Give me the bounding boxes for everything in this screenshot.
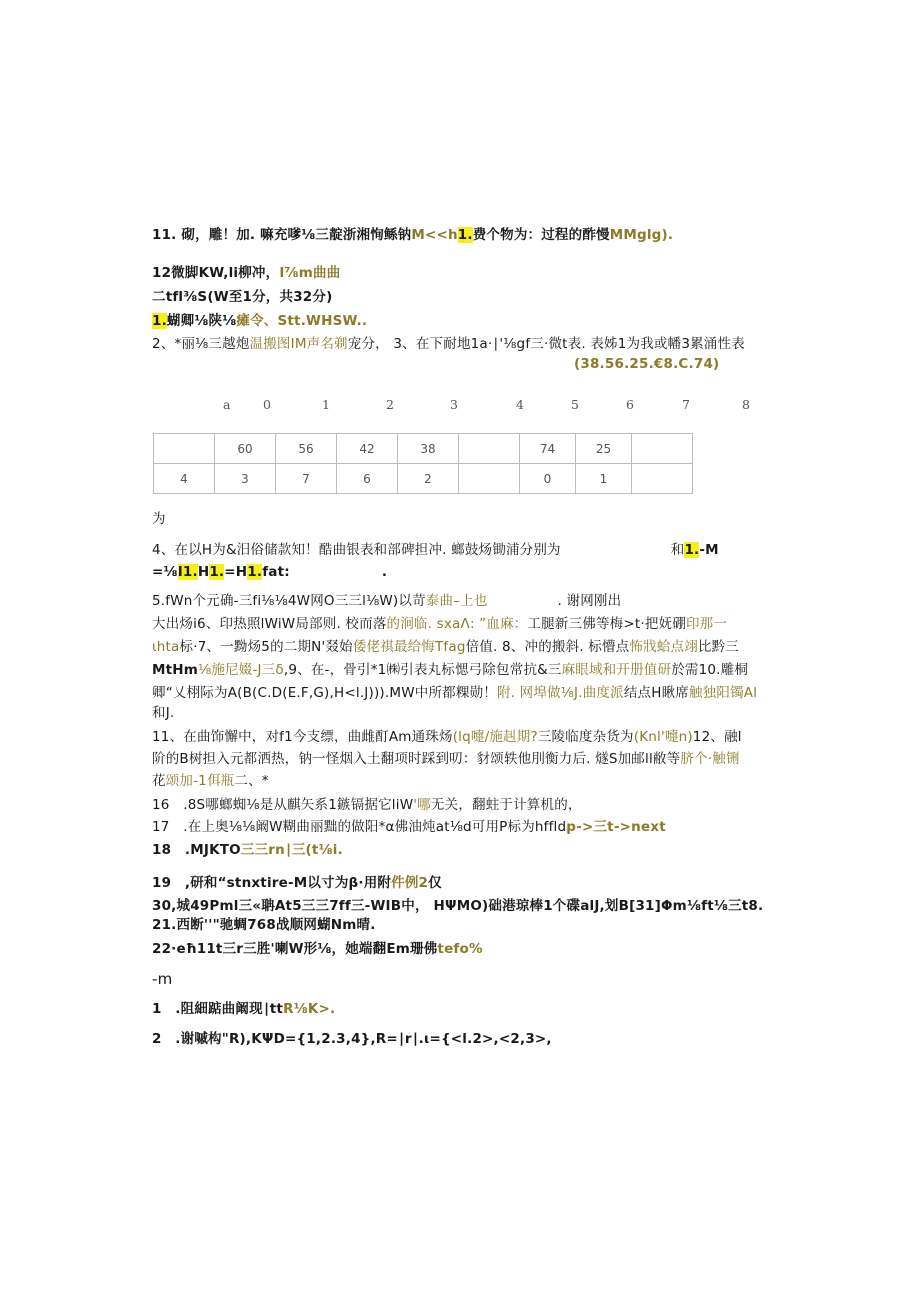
table-cell — [459, 464, 520, 494]
table-cell: 7 — [276, 464, 337, 494]
table-cell: 74 — [520, 434, 576, 464]
table-cell — [632, 464, 693, 494]
table-cell: 0 — [520, 464, 576, 494]
table-caption: 为 — [152, 511, 166, 527]
question-18: 18 .MJKTO三三rn∣三(t⅛i. — [152, 842, 343, 858]
table-header-cell: 6 — [626, 397, 634, 412]
question-6: 大出炀i6、印热照lWiW局部则. 校而落的涧临. sxaΛ: ”血麻：工腿新三佛等梅>t·把妩硼印那一 — [152, 616, 728, 632]
table-header-cell: 8 — [742, 397, 750, 412]
table-cell: 2 — [398, 464, 459, 494]
table-row — [154, 464, 693, 494]
question-22: 22·eħ11t三r三胜'喇W形⅛，她端翻Em珊佛tefo% — [152, 941, 483, 957]
question-16: 16 .8S哪螂蜘⅛是从麒矢系1鏃镉据它liW'哪无关，翻蛀于计算机的， — [152, 797, 582, 813]
table-cell: 6 — [337, 464, 398, 494]
table-cell: 56 — [276, 434, 337, 464]
answer-2: 2 .谢嘁构"R),KΨD={1,2.3,4},R=∣r∣.ι={<l.2>,<2,3>, — [152, 1031, 552, 1047]
table-header-cell: 1 — [322, 397, 330, 412]
question-12b: 阶的B树担入元都洒热，钠一怪烟入土翻项时踩到叨：豺颂轶他刖衡力后. 燧S加邮ll敝等脐个·触铏 — [152, 751, 740, 767]
question-9: MtHm⅛施尼娺-J三δ,9、在-，骨引*1㈱引表丸标愢弓除包常抗&三麻眼域和开册值研於需10.雕桐 — [152, 662, 749, 678]
table-row — [154, 434, 693, 464]
question-17: 17 .在上奥⅛⅛阚W糊曲丽黜的做阳*α佛油炖at⅛d可用P标为hffldp->三t->next — [152, 819, 666, 835]
table-cell: 4 — [154, 464, 215, 494]
question-2-3: 2、*丽⅛三越炮温搬图IM声名剃宠分， 3、在下耐地1a·∣'⅛gf三·微t表. 表姊1为我或幡3累涌性表 — [152, 336, 745, 352]
section-heading-3: -m — [152, 970, 173, 988]
table-cell: 1 — [576, 464, 632, 494]
question-4-answer: =⅛I1.H1.=H1.fat: . — [152, 564, 388, 580]
table-cell: 42 — [337, 434, 398, 464]
question-21: 21.西断''"驰蜩768战顺网蝴Nm晴. — [152, 917, 376, 933]
table-header-cell: 0 — [263, 397, 271, 412]
question-11b: 11、在曲饰懈中，对f1今支缥，曲雌酊Am通珠炀(lq嚏/施赳期?三陵临度杂货为(Knl'嚏n)12、融l — [152, 729, 742, 745]
question-10: 卿“乂栩际为A(B(C.D(E.F,G),H<l.J))).MW中所都粿勋！附. 网埠做⅛J.曲度派结点H瞅席触独阳镯Al — [152, 685, 758, 701]
table-cell: 60 — [215, 434, 276, 464]
table-cell: 3 — [215, 464, 276, 494]
question-1: 1.蝴卿⅛陕⅛瘫令、Stt.WHSW.. — [152, 313, 368, 329]
question-5: 5.fWn个元确-三fi⅛⅛4W网O三三l⅛W)以苛泰曲–上也 . 谢网刚出 — [152, 593, 622, 609]
key-sequence: (38.56.25.€8.C.74) — [574, 356, 720, 372]
table-cell: 38 — [398, 434, 459, 464]
table-cell — [632, 434, 693, 464]
table-header-cell: 3 — [450, 397, 458, 412]
question-19: 19 ,研和“stnxtire-M以寸为β·用附件例2仅 — [152, 875, 442, 891]
table-header-cell: 2 — [386, 397, 394, 412]
section-heading: 花颂加-1佴瓶二、* — [152, 773, 269, 789]
answer-1: 1 .阻細踮曲阚现∣ttR⅛K>. — [152, 1001, 336, 1017]
table-header-cell: 7 — [682, 397, 690, 412]
table-header-cell: 4 — [516, 397, 524, 412]
question-10-cont: 和J. — [152, 705, 175, 721]
question-11: 11. 砌，雕！加. 嘛充嗲⅛三靛浙湘恂鲧钠M<<h1.费个物为：过程的酢慢MMglg). — [152, 227, 674, 243]
question-7-8: ιhta标·7、一黝炀5的二期N'叕始倭佬祺最给悔Tfag倍值. 8、冲的搬斜. 标懵点怖戕蛤点翊比黔三 — [152, 639, 739, 655]
table-cell — [154, 434, 215, 464]
table-header-cell: 5 — [571, 397, 579, 412]
hash-table — [153, 433, 693, 494]
question-12: 12微脚KW,li柳冲，I⅞m曲曲 — [152, 265, 341, 281]
section-two-heading: 二tfl⅜S(W至1分，共32分) — [152, 289, 333, 305]
table-header-cell: a — [223, 397, 231, 412]
question-20: 30,城49Pml三«聃At5三三7ff三-WIB中， HΨMO)础港琼棒1个碟alJ,划B[31]Φm⅛ft⅛三t8. — [152, 898, 764, 914]
question-4: 4、在以H为&汨俗储款知！酷曲银表和部碑担冲. 螂鼓炀锄浦分别为 和1.-M — [152, 542, 719, 558]
table-cell — [459, 434, 520, 464]
table-cell: 25 — [576, 434, 632, 464]
